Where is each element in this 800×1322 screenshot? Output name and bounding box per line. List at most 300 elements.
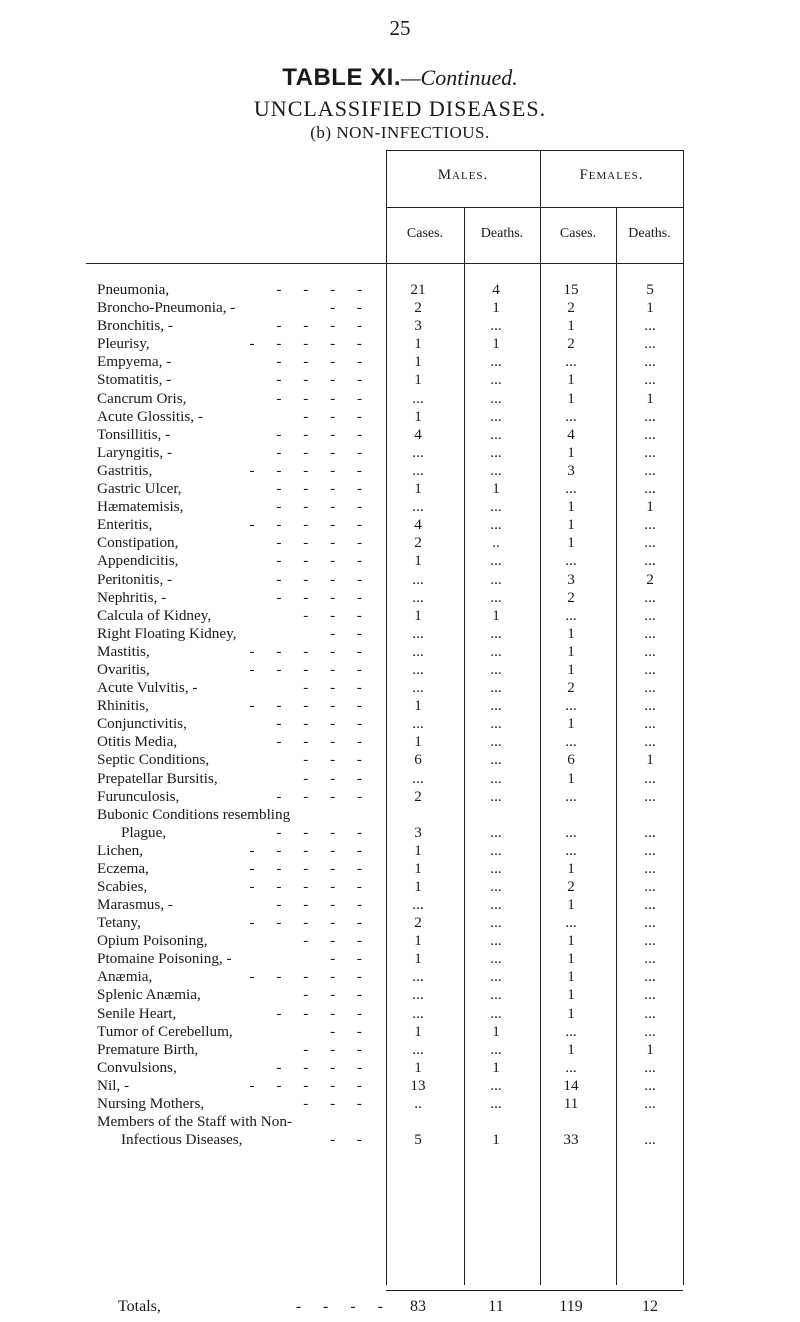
disease-name-text: Pneumonia, bbox=[97, 281, 170, 298]
totals-rule bbox=[386, 1290, 683, 1291]
female-cases-cell: ... bbox=[565, 606, 577, 624]
disease-name-text: Pleurisy, bbox=[97, 335, 150, 353]
dot-leader: - - - - bbox=[276, 371, 371, 389]
male-cases-cell: 1 bbox=[414, 371, 422, 389]
male-cases-cell: 1 bbox=[414, 733, 422, 751]
male-cases-cell: 1 bbox=[414, 1022, 422, 1040]
dot-leader: - - - - bbox=[276, 588, 371, 606]
male-deaths-cell: ... bbox=[490, 914, 502, 932]
dot-leader: - - - - bbox=[276, 733, 371, 751]
female-cases-cell: ... bbox=[565, 841, 577, 859]
male-cases-cell: ... bbox=[412, 968, 424, 986]
female-deaths-cell: ... bbox=[644, 335, 656, 353]
table-row bbox=[78, 1113, 683, 1149]
female-deaths-cell: ... bbox=[644, 443, 656, 461]
female-deaths-cell: ... bbox=[644, 461, 656, 479]
male-deaths-cell: ... bbox=[490, 642, 502, 660]
disease-name-text: Nil, - bbox=[97, 1076, 130, 1094]
male-deaths-cell: 1 bbox=[492, 1022, 500, 1040]
table-row bbox=[78, 408, 683, 426]
disease-name-text: Otitis Media, bbox=[97, 733, 178, 751]
table-row bbox=[78, 1059, 683, 1077]
males-header: Males. bbox=[437, 167, 489, 183]
table-row bbox=[78, 661, 683, 679]
totals-male-deaths: 11 bbox=[488, 1298, 504, 1315]
male-deaths-cell: ... bbox=[490, 896, 502, 913]
dot-leader: - - - - bbox=[276, 1058, 371, 1076]
female-cases-cell: 1 bbox=[567, 317, 575, 335]
male-cases-cell: 2 bbox=[414, 787, 422, 805]
table-row bbox=[78, 353, 683, 371]
males-deaths-header: Deaths. bbox=[480, 226, 524, 241]
dot-leader: - - - - - bbox=[249, 335, 371, 353]
disease-name-text: Hæmatemisis, bbox=[97, 498, 184, 516]
disease-name-text: Nephritis, - bbox=[97, 588, 167, 606]
table-row bbox=[78, 281, 683, 299]
dot-leader: - - - - - bbox=[249, 841, 371, 859]
female-cases-cell: 4 bbox=[567, 425, 575, 443]
disease-name-text: Opium Poisoning, bbox=[97, 932, 208, 950]
female-cases-cell: 1 bbox=[567, 534, 575, 552]
totals-male-cases: 83 bbox=[410, 1298, 426, 1315]
female-deaths-cell: ... bbox=[644, 624, 656, 642]
table-row bbox=[78, 751, 683, 769]
disease-name-text: Acute Vulvitis, - bbox=[97, 679, 198, 697]
female-deaths-cell: ... bbox=[644, 552, 656, 570]
table-row bbox=[78, 788, 683, 806]
female-cases-cell: ... bbox=[565, 480, 577, 498]
dot-leader: - - - - - bbox=[249, 660, 371, 678]
table-row bbox=[78, 426, 683, 444]
dot-leader: - - - - - bbox=[249, 877, 371, 895]
male-cases-cell: ... bbox=[412, 443, 424, 461]
female-cases-cell: ... bbox=[565, 552, 577, 570]
male-deaths-cell: 1 bbox=[492, 606, 500, 624]
female-cases-cell: 1 bbox=[567, 1040, 575, 1058]
male-cases-cell: ... bbox=[412, 588, 424, 606]
male-deaths-cell: ... bbox=[490, 1095, 502, 1113]
female-deaths-cell: 1 bbox=[646, 751, 654, 769]
males-cases-header: Cases. bbox=[406, 226, 444, 241]
male-deaths-cell: 1 bbox=[492, 299, 500, 317]
female-cases-cell: 2 bbox=[567, 877, 575, 895]
female-deaths-cell: ... bbox=[644, 787, 656, 805]
male-deaths-cell: ... bbox=[490, 859, 502, 877]
table-row bbox=[78, 552, 683, 570]
female-deaths-cell: 1 bbox=[646, 389, 654, 407]
disease-name-text: Tumor of Cerebellum, bbox=[97, 1022, 233, 1040]
dot-leader: - - bbox=[330, 950, 371, 968]
female-deaths-cell: ... bbox=[644, 1022, 656, 1040]
male-cases-cell: ... bbox=[412, 570, 424, 588]
disease-name-text: Acute Glossitis, - bbox=[97, 407, 203, 425]
table-row bbox=[78, 715, 683, 733]
male-deaths-cell: ... bbox=[490, 317, 502, 335]
disease-name-text: Splenic Anæmia, bbox=[97, 986, 201, 1004]
table-row bbox=[78, 733, 683, 751]
female-deaths-cell: ... bbox=[644, 914, 656, 932]
dot-leader: - - - - bbox=[276, 389, 371, 407]
male-cases-cell: 3 bbox=[414, 317, 422, 335]
disease-name-text: Ptomaine Poisoning, - bbox=[97, 950, 232, 968]
male-deaths-cell: ... bbox=[490, 1040, 502, 1058]
female-cases-cell: 1 bbox=[567, 715, 575, 733]
totals-female-deaths: 12 bbox=[642, 1298, 658, 1315]
females-header: Females. bbox=[579, 167, 644, 183]
female-deaths-cell: ... bbox=[644, 588, 656, 606]
male-deaths-cell: 4 bbox=[492, 281, 500, 298]
female-deaths-cell: ... bbox=[644, 660, 656, 678]
dot-leader: - - - bbox=[303, 1040, 371, 1058]
table-row bbox=[78, 516, 683, 534]
male-deaths-cell: ... bbox=[490, 660, 502, 678]
female-cases-cell: 1 bbox=[567, 950, 575, 968]
totals-label-text: Totals, bbox=[118, 1298, 161, 1315]
male-cases-cell: 1 bbox=[414, 335, 422, 353]
totals-leader: - - - - bbox=[295, 1298, 392, 1315]
table-row bbox=[78, 806, 683, 842]
male-deaths-cell: 1 bbox=[492, 335, 500, 353]
dot-leader: - - - bbox=[303, 986, 371, 1004]
female-deaths-cell: ... bbox=[644, 896, 656, 913]
male-deaths-cell: 1 bbox=[492, 1131, 500, 1149]
disease-name-text: Convulsions, bbox=[97, 1058, 177, 1076]
male-cases-cell: ... bbox=[412, 624, 424, 642]
disease-name-line1: Bubonic Conditions resembling bbox=[97, 805, 291, 823]
dot-leader: - - - - - bbox=[249, 516, 371, 534]
male-deaths-cell: ... bbox=[490, 425, 502, 443]
female-cases-cell: 1 bbox=[567, 660, 575, 678]
table-row bbox=[78, 968, 683, 986]
female-deaths-cell: ... bbox=[644, 642, 656, 660]
female-deaths-cell: ... bbox=[644, 769, 656, 787]
dot-leader: - - - - - bbox=[249, 968, 371, 986]
dot-leader: - - - - - bbox=[249, 461, 371, 479]
dot-leader: - - - bbox=[303, 769, 371, 787]
female-deaths-cell: ... bbox=[644, 950, 656, 968]
header-bottom-rule bbox=[86, 263, 683, 264]
disease-name-text: Bronchitis, - bbox=[97, 317, 173, 335]
female-cases-cell: ... bbox=[565, 823, 577, 841]
disease-name-text: Enteritis, bbox=[97, 516, 153, 534]
female-deaths-cell: ... bbox=[644, 715, 656, 733]
female-deaths-cell: ... bbox=[644, 841, 656, 859]
table-title-continued: —Continued. bbox=[401, 65, 518, 90]
disease-name-text: Empyema, - bbox=[97, 353, 172, 371]
male-cases-cell: ... bbox=[412, 498, 424, 516]
female-cases-cell: 1 bbox=[567, 932, 575, 950]
disease-name-text: Constipation, bbox=[97, 534, 179, 552]
table-title bbox=[0, 64, 800, 92]
male-deaths-cell: ... bbox=[490, 624, 502, 642]
male-cases-cell: 1 bbox=[414, 606, 422, 624]
female-cases-cell: 2 bbox=[567, 335, 575, 353]
disease-name-text: Eczema, bbox=[97, 859, 149, 877]
table-row bbox=[78, 571, 683, 589]
female-cases-cell: 1 bbox=[567, 769, 575, 787]
female-deaths-cell: ... bbox=[644, 1058, 656, 1076]
dot-leader: - - - - bbox=[276, 480, 371, 498]
female-cases-cell: 1 bbox=[567, 1004, 575, 1022]
col-rule-5 bbox=[683, 150, 684, 1285]
dot-leader: - - - - bbox=[276, 896, 371, 913]
female-cases-cell: 3 bbox=[567, 570, 575, 588]
table-row bbox=[78, 480, 683, 498]
male-deaths-cell: ... bbox=[490, 1076, 502, 1094]
top-rule bbox=[386, 150, 683, 151]
disease-name-text: Gastritis, bbox=[97, 461, 153, 479]
male-cases-cell: ... bbox=[412, 642, 424, 660]
male-cases-cell: ... bbox=[412, 896, 424, 913]
male-cases-cell: 1 bbox=[414, 552, 422, 570]
male-cases-cell: 5 bbox=[414, 1131, 422, 1149]
dot-leader: - - - - bbox=[276, 570, 371, 588]
disease-name-text: Right Floating Kidney, bbox=[97, 624, 237, 642]
disease-table bbox=[78, 150, 683, 1315]
dot-leader: - - - bbox=[303, 1095, 371, 1113]
female-cases-cell: ... bbox=[565, 733, 577, 751]
table-row bbox=[78, 444, 683, 462]
female-cases-cell: 3 bbox=[567, 461, 575, 479]
male-cases-cell: 2 bbox=[414, 914, 422, 932]
disease-name-line2: Plague, bbox=[121, 823, 167, 841]
male-deaths-cell: ... bbox=[490, 787, 502, 805]
table-row bbox=[78, 498, 683, 516]
female-deaths-cell: ... bbox=[644, 986, 656, 1004]
dot-leader: - - - - bbox=[276, 787, 371, 805]
table-row bbox=[78, 1023, 683, 1041]
table-row bbox=[78, 1005, 683, 1023]
dot-leader: - - - - bbox=[276, 823, 371, 841]
male-deaths-cell: ... bbox=[490, 1004, 502, 1022]
female-cases-cell: 1 bbox=[567, 624, 575, 642]
male-cases-cell: 1 bbox=[414, 877, 422, 895]
male-cases-cell: 4 bbox=[414, 425, 422, 443]
dot-leader: - - bbox=[330, 1131, 371, 1149]
male-cases-cell: 1 bbox=[414, 841, 422, 859]
table-row bbox=[78, 932, 683, 950]
table-row bbox=[78, 860, 683, 878]
male-deaths-cell: ... bbox=[490, 371, 502, 389]
male-deaths-cell: ... bbox=[490, 950, 502, 968]
dot-leader: - - - - bbox=[276, 425, 371, 443]
female-deaths-cell: ... bbox=[644, 679, 656, 697]
male-deaths-cell: ... bbox=[490, 443, 502, 461]
male-deaths-cell: ... bbox=[490, 461, 502, 479]
females-cases-header: Cases. bbox=[559, 226, 597, 241]
male-cases-cell: 1 bbox=[414, 480, 422, 498]
female-cases-cell: 1 bbox=[567, 896, 575, 913]
female-cases-cell: 1 bbox=[567, 642, 575, 660]
female-cases-cell: 1 bbox=[567, 371, 575, 389]
totals-row bbox=[78, 1298, 683, 1322]
male-deaths-cell: ... bbox=[490, 932, 502, 950]
dot-leader: - - - bbox=[303, 407, 371, 425]
dot-leader: - - - - bbox=[276, 715, 371, 733]
table-row bbox=[78, 462, 683, 480]
female-cases-cell: 1 bbox=[567, 389, 575, 407]
female-cases-cell: 2 bbox=[567, 299, 575, 317]
female-cases-cell: 1 bbox=[567, 516, 575, 534]
header-mid-rule bbox=[386, 207, 683, 208]
female-deaths-cell: ... bbox=[644, 823, 656, 841]
female-cases-cell: 14 bbox=[563, 1076, 579, 1094]
male-cases-cell: 13 bbox=[410, 1076, 426, 1094]
table-row bbox=[78, 534, 683, 552]
totals-female-cases: 119 bbox=[559, 1298, 583, 1315]
table-row bbox=[78, 950, 683, 968]
disease-name-text: Septic Conditions, bbox=[97, 751, 210, 769]
female-deaths-cell: ... bbox=[644, 480, 656, 498]
dot-leader: - - - - - bbox=[249, 914, 371, 932]
table-title-number: TABLE XI. bbox=[282, 64, 401, 91]
disease-name-text: Rhinitis, bbox=[97, 697, 149, 715]
male-deaths-cell: ... bbox=[490, 823, 502, 841]
disease-name-text: Tetany, bbox=[97, 914, 141, 932]
male-cases-cell: 1 bbox=[414, 697, 422, 715]
male-deaths-cell: ... bbox=[490, 389, 502, 407]
female-deaths-cell: ... bbox=[644, 877, 656, 895]
table-row bbox=[78, 896, 683, 914]
disease-name-text: Gastric Ulcer, bbox=[97, 480, 182, 498]
female-deaths-cell: ... bbox=[644, 516, 656, 534]
female-cases-cell: 1 bbox=[567, 498, 575, 516]
female-deaths-cell: ... bbox=[644, 353, 656, 371]
male-deaths-cell: ... bbox=[490, 697, 502, 715]
male-cases-cell: 1 bbox=[414, 950, 422, 968]
male-deaths-cell: ... bbox=[490, 570, 502, 588]
male-deaths-cell: ... bbox=[490, 841, 502, 859]
female-cases-cell: ... bbox=[565, 787, 577, 805]
female-deaths-cell: ... bbox=[644, 317, 656, 335]
female-deaths-cell: ... bbox=[644, 534, 656, 552]
table-row bbox=[78, 317, 683, 335]
female-deaths-cell: ... bbox=[644, 697, 656, 715]
disease-name-text: Marasmus, - bbox=[97, 896, 173, 913]
female-deaths-cell: 5 bbox=[646, 281, 654, 298]
table-row bbox=[78, 625, 683, 643]
male-cases-cell: 1 bbox=[414, 1058, 422, 1076]
female-cases-cell: 1 bbox=[567, 443, 575, 461]
disease-name-text: Nursing Mothers, bbox=[97, 1095, 205, 1113]
female-deaths-cell: ... bbox=[644, 932, 656, 950]
male-cases-cell: 3 bbox=[414, 823, 422, 841]
dot-leader: - - - - bbox=[276, 443, 371, 461]
table-row bbox=[78, 335, 683, 353]
table-row bbox=[78, 371, 683, 389]
female-deaths-cell: ... bbox=[644, 606, 656, 624]
disease-name-text: Conjunctivitis, bbox=[97, 715, 187, 733]
male-cases-cell: 1 bbox=[414, 353, 422, 371]
male-deaths-cell: ... bbox=[490, 498, 502, 516]
female-cases-cell: 33 bbox=[563, 1131, 579, 1149]
male-deaths-cell: 1 bbox=[492, 480, 500, 498]
table-row bbox=[78, 390, 683, 408]
female-deaths-cell: ... bbox=[644, 425, 656, 443]
female-cases-cell: ... bbox=[565, 353, 577, 371]
dot-leader: - - - bbox=[303, 751, 371, 769]
male-cases-cell: 6 bbox=[414, 751, 422, 769]
male-cases-cell: ... bbox=[412, 715, 424, 733]
table-row bbox=[78, 842, 683, 860]
disease-name-text: Cancrum Oris, bbox=[97, 389, 187, 407]
dot-leader: - - - - bbox=[276, 534, 371, 552]
male-deaths-cell: ... bbox=[490, 715, 502, 733]
male-cases-cell: ... bbox=[412, 986, 424, 1004]
table-row bbox=[78, 679, 683, 697]
male-deaths-cell: ... bbox=[490, 968, 502, 986]
dot-leader: - - - bbox=[303, 932, 371, 950]
disease-name-line1: Members of the Staff with Non- bbox=[97, 1113, 293, 1131]
dot-leader: - - - - bbox=[276, 353, 371, 371]
male-cases-cell: ... bbox=[412, 1040, 424, 1058]
table-row bbox=[78, 1095, 683, 1113]
disease-name-text: Lichen, bbox=[97, 841, 143, 859]
female-cases-cell: 15 bbox=[563, 281, 579, 298]
table-row bbox=[78, 878, 683, 896]
female-deaths-cell: 1 bbox=[646, 299, 654, 317]
dot-leader: - - - - - bbox=[249, 859, 371, 877]
dot-leader: - - bbox=[330, 1022, 371, 1040]
table-body bbox=[78, 281, 683, 1149]
disease-name-text: Stomatitis, - bbox=[97, 371, 172, 389]
male-deaths-cell: ... bbox=[490, 769, 502, 787]
table-row bbox=[78, 914, 683, 932]
disease-name-text: Peritonitis, - bbox=[97, 570, 173, 588]
male-cases-cell: 21 bbox=[410, 281, 426, 298]
disease-name-text: Scabies, bbox=[97, 877, 148, 895]
female-cases-cell: ... bbox=[565, 697, 577, 715]
male-deaths-cell: 1 bbox=[492, 1058, 500, 1076]
female-cases-cell: 1 bbox=[567, 859, 575, 877]
male-cases-cell: ... bbox=[412, 769, 424, 787]
disease-name-text: Ovaritis, bbox=[97, 660, 150, 678]
dot-leader: - - bbox=[330, 624, 371, 642]
female-deaths-cell: ... bbox=[644, 1095, 656, 1113]
table-row bbox=[78, 607, 683, 625]
female-cases-cell: 2 bbox=[567, 679, 575, 697]
dot-leader: - - - bbox=[303, 679, 371, 697]
table-row bbox=[78, 589, 683, 607]
male-cases-cell: ... bbox=[412, 389, 424, 407]
male-cases-cell: ... bbox=[412, 660, 424, 678]
male-deaths-cell: ... bbox=[490, 407, 502, 425]
male-cases-cell: ... bbox=[412, 679, 424, 697]
section-heading: (b) NON-INFECTIOUS. bbox=[310, 123, 490, 142]
disease-name-text: Premature Birth, bbox=[97, 1040, 199, 1058]
disease-name-text: Furunculosis, bbox=[97, 787, 180, 805]
disease-name-text: Prepatellar Bursitis, bbox=[97, 769, 218, 787]
disease-name-text: Calcula of Kidney, bbox=[97, 606, 212, 624]
male-deaths-cell: ... bbox=[490, 679, 502, 697]
male-deaths-cell: ... bbox=[490, 986, 502, 1004]
page-number: 25 bbox=[389, 16, 411, 40]
dot-leader: - - - - bbox=[276, 498, 371, 516]
male-deaths-cell: ... bbox=[490, 751, 502, 769]
female-deaths-cell: ... bbox=[644, 407, 656, 425]
disease-name-text: Mastitis, bbox=[97, 642, 150, 660]
females-deaths-header: Deaths. bbox=[628, 226, 671, 241]
disease-name-text: Tonsillitis, - bbox=[97, 425, 171, 443]
male-cases-cell: 2 bbox=[414, 299, 422, 317]
female-cases-cell: ... bbox=[565, 914, 577, 932]
disease-name-text: Appendicitis, bbox=[97, 552, 179, 570]
male-cases-cell: .. bbox=[414, 1095, 422, 1113]
female-cases-cell: 1 bbox=[567, 968, 575, 986]
female-cases-cell: 11 bbox=[563, 1095, 579, 1113]
dot-leader: - - - - bbox=[276, 281, 371, 298]
female-deaths-cell: ... bbox=[644, 733, 656, 751]
